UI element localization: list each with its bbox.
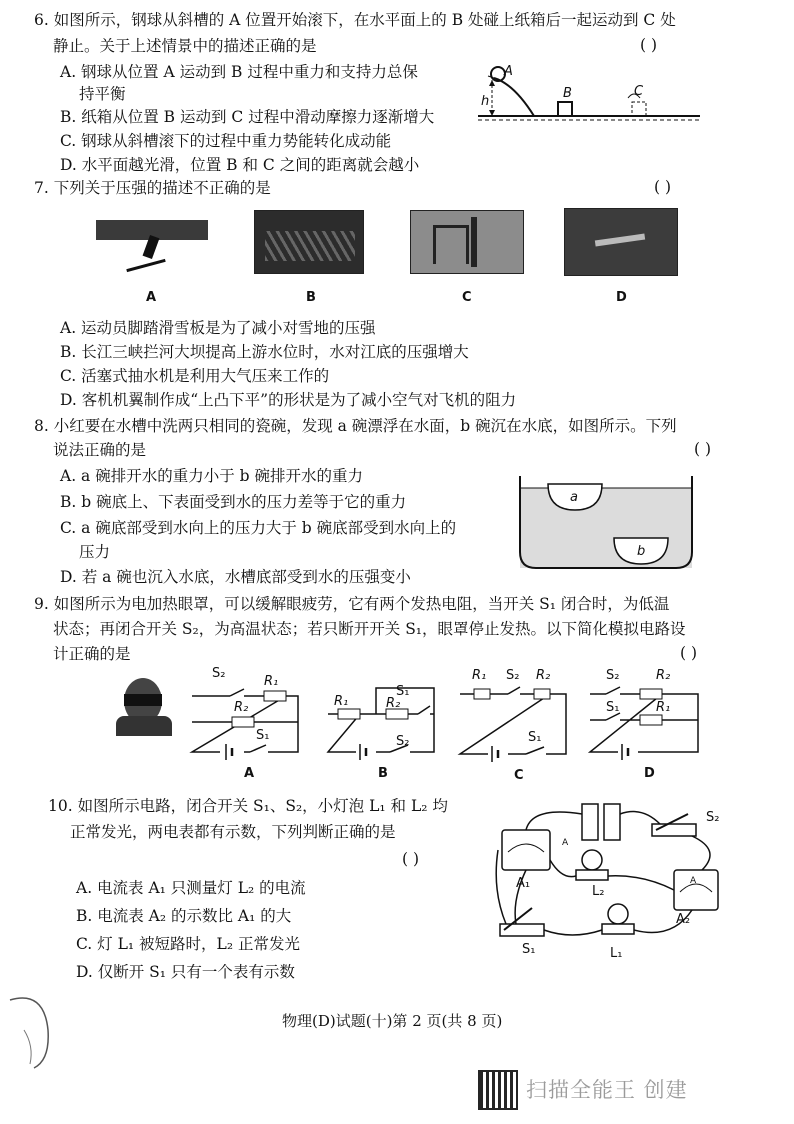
- q6-option-b: B. 纸箱从位置 B 运动到 C 过程中滑动摩擦力逐渐增大: [60, 108, 435, 126]
- q9-stem-line1: 9. 如图所示为电加热眼罩，可以缓解眼疲劳，它有两个发热电阻，当开关 S₁ 闭合时，为低温: [34, 595, 670, 613]
- q10-stem-line2: 正常发光，两电表都有示数，下列判断正确的是: [70, 823, 396, 841]
- q6-option-a-cont: 持平衡: [79, 85, 126, 103]
- q10-option-a: A. 电流表 A₁ 只测量灯 L₂ 的电流: [76, 879, 306, 897]
- q9d-label-s1: S₁: [606, 700, 620, 715]
- q9-stem-line3: 计正确的是: [53, 645, 131, 663]
- q8-stem-line2: 说法正确的是: [53, 441, 147, 459]
- q7-option-c: C. 活塞式抽水机是利用大气压来工作的: [60, 367, 330, 385]
- q7-answer-paren: ( ): [654, 178, 672, 196]
- q7-caption-c: C: [462, 290, 472, 305]
- binding-hole-mark: [4, 990, 52, 1070]
- q7-caption-a: A: [146, 290, 157, 305]
- page-footer: 物理(D)试题(十)第 2 页(共 8 页): [282, 1012, 503, 1030]
- q6-option-a: A. 钢球从位置 A 运动到 B 过程中重力和支持力总保: [60, 63, 418, 81]
- q9-caption-b: B: [378, 766, 388, 781]
- q10-label-s1: S₁: [522, 942, 536, 957]
- q9c-label-s1: S₁: [528, 730, 542, 745]
- q9-answer-paren: ( ): [680, 644, 698, 662]
- q7-caption-d: D: [616, 290, 627, 305]
- q10-label-s2: S₂: [706, 810, 720, 825]
- q6-answer-paren: ( ): [640, 36, 658, 54]
- q7-photo-skier: [96, 220, 208, 274]
- q8-option-b: B. b 碗底上、下表面受到水的压力差等于它的重力: [60, 493, 407, 511]
- q10-stem-line1: 10. 如图所示电路，闭合开关 S₁、S₂，小灯泡 L₁ 和 L₂ 均: [48, 797, 448, 815]
- q7-option-b: B. 长江三峡拦河大坝提高上游水位时，水对江底的压强增大: [60, 343, 469, 361]
- q10-answer-paren: ( ): [402, 850, 420, 868]
- q8-option-c-cont: 压力: [79, 543, 111, 561]
- q10-label-l2: L₂: [592, 884, 605, 899]
- q9b-label-s2: S₂: [396, 734, 410, 749]
- q7-stem: 7. 下列关于压强的描述不正确的是: [34, 179, 271, 197]
- qr-code-icon: [478, 1070, 518, 1110]
- q9-circuit-b: [326, 680, 438, 758]
- q9-caption-a: A: [244, 766, 255, 781]
- q10-option-c: C. 灯 L₁ 被短路时，L₂ 正常发光: [76, 935, 300, 953]
- q9c-label-r2: R₂: [536, 668, 551, 683]
- q9b-label-r1: R₁: [334, 694, 349, 709]
- q9a-label-r2: R₂: [234, 700, 249, 715]
- q9d-label-r2: R₂: [656, 668, 671, 683]
- q9c-label-r1: R₁: [472, 668, 487, 683]
- q8-stem-line1: 8. 小红要在水槽中洗两只相同的瓷碗，发现 a 碗漂浮在水面，b 碗沉在水底，如图所示。下列: [34, 417, 677, 435]
- q10-label-a1: A₁: [516, 876, 531, 891]
- q6-option-c: C. 钢球从斜槽滚下的过程中重力势能转化成动能: [60, 132, 392, 150]
- q6-stem-line1: 6. 如图所示，钢球从斜槽的 A 位置开始滚下，在水平面上的 B 处碰上纸箱后一起运动到 C 处: [34, 11, 676, 29]
- q10-option-b: B. 电流表 A₂ 的示数比 A₁ 的大: [76, 907, 292, 925]
- q9-caption-d: D: [644, 766, 655, 781]
- q10-meter-a1-face: A: [562, 838, 569, 848]
- q6-label-c: C: [634, 84, 644, 99]
- q9d-label-s2: S₂: [606, 668, 620, 683]
- q9-circuit-a: [190, 676, 302, 758]
- q10-label-a2: A₂: [676, 912, 691, 927]
- q9-circuit-c: [458, 684, 570, 760]
- q10-meter-a2-face: A: [690, 876, 697, 886]
- q7-option-d: D. 客机机翼制作成“上凸下平”的形状是为了减小空气对飞机的阻力: [60, 391, 517, 409]
- q8-option-a: A. a 碗排开水的重力小于 b 碗排开水的重力: [60, 467, 363, 485]
- q6-label-a: A: [504, 64, 513, 79]
- q9-stem-line2: 状态；再闭合开关 S₂，为高温状态；若只断开开关 S₁，眼罩停止发热。以下简化模拟电路设: [53, 620, 686, 638]
- q10-option-d: D. 仅断开 S₁ 只有一个表有示数: [76, 963, 295, 981]
- q9c-label-s2: S₂: [506, 668, 520, 683]
- q8-option-d: D. 若 a 碗也沉入水底，水槽底部受到水的压强变小: [60, 568, 411, 586]
- q7-photo-airplane: [564, 208, 678, 276]
- q8-label-a: a: [570, 490, 578, 505]
- q7-caption-b: B: [306, 290, 316, 305]
- q8-option-c: C. a 碗底部受到水向上的压力大于 b 碗底部受到水向上的: [60, 519, 457, 537]
- q9-caption-c: C: [514, 768, 524, 783]
- q7-photo-dam: [254, 210, 364, 274]
- q6-label-b: B: [563, 86, 572, 101]
- q9b-label-s1: S₁: [396, 684, 410, 699]
- q6-option-d: D. 水平面越光滑，位置 B 和 C 之间的距离就会越小: [60, 156, 420, 174]
- q8-sink-figure: [518, 474, 696, 570]
- scanner-watermark: 扫描全能王 创建: [526, 1078, 688, 1102]
- q8-label-b: b: [637, 544, 646, 559]
- q9-circuit-d: [588, 680, 702, 758]
- q9a-label-r1: R₁: [264, 674, 279, 689]
- q9b-label-r2: R₂: [386, 696, 401, 711]
- q9d-label-r1: R₁: [656, 700, 671, 715]
- q10-label-l1: L₁: [610, 946, 623, 961]
- q9a-label-s2: S₂: [212, 666, 226, 681]
- q9a-label-s1: S₁: [256, 728, 270, 743]
- q8-answer-paren: ( ): [694, 440, 712, 458]
- q7-photo-pump: [410, 210, 524, 274]
- q9-eye-mask-photo: [110, 676, 176, 736]
- q6-label-h: h: [481, 94, 490, 109]
- q7-option-a: A. 运动员脚踏滑雪板是为了减小对雪地的压强: [60, 319, 376, 337]
- q6-stem-line2: 静止。关于上述情景中的描述正确的是: [53, 37, 317, 55]
